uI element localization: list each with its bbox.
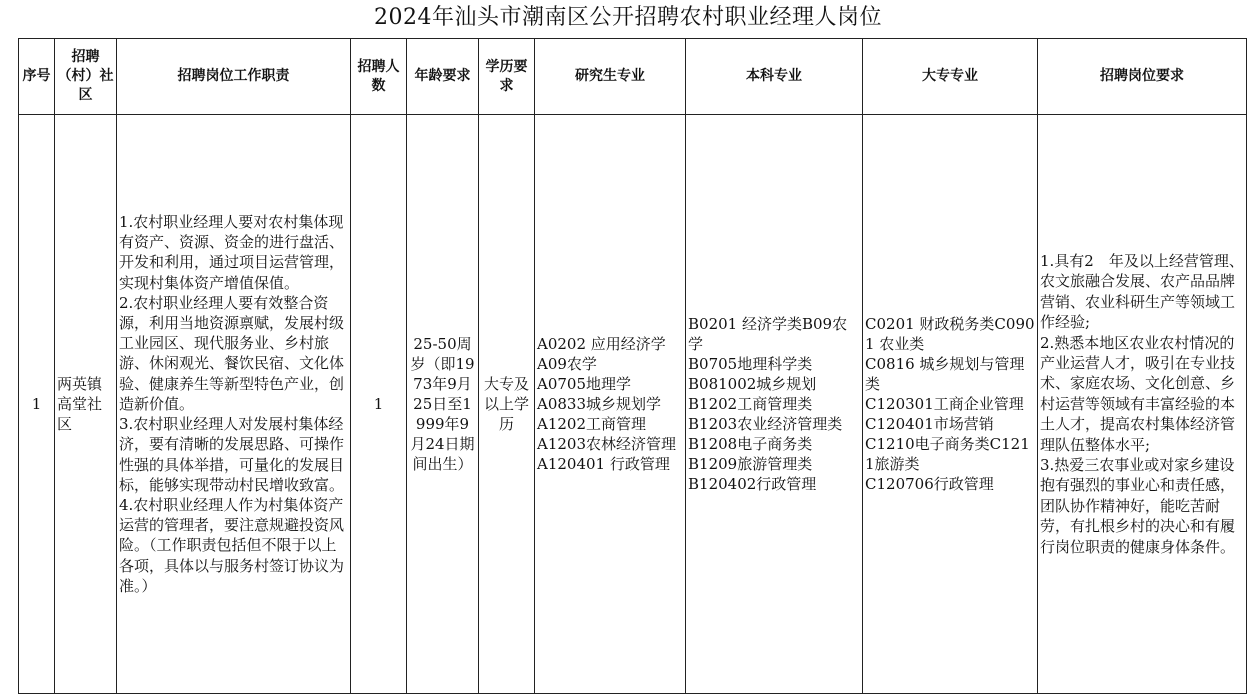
header-college-major: 大专专业 [863,39,1038,115]
cell-duties [117,115,351,694]
requirements-value: 1.具有2 年及以上经营管理、农文旅融合发展、农产品品牌营销、农业科研生产等领域工作经验; 2.熟悉本地区农业农村情况的产业运营人才，吸引在专业技术、家庭农场、文化创意、乡村运营等领域有丰富经验的本土人才，提高农村集体经济管理队伍整体水平; 3.热爱三农事业或对家乡建设抱有强烈的事业心和责任感，团队协作精神好，能吃苦耐劳，有扎根乡村的决心和有履行岗位职责的健康身体条件。 [1040,251,1244,556]
header-undergrad-major: 本科专业 [686,39,863,115]
header-community: 招聘（村）社区 [55,39,117,115]
cell-undergrad-major [686,115,863,694]
undergrad-value: B0201 经济学类B09农学 B0705地理科学类 B081002城乡规划 B1202工商管理类 B1203农业经济管理类 B1208电子商务类 B1209旅游管理类 B120402行政管理 [688,315,848,493]
header-education: 学历要求 [479,39,535,115]
table-row [19,115,1247,694]
header-count: 招聘人数 [351,39,407,115]
count-value: 1 [373,395,384,413]
cell-postgrad-major [535,115,686,694]
cell-seq [19,115,55,694]
header-postgrad-major: 研究生专业 [535,39,686,115]
education-value: 大专及以上学历 [483,375,529,433]
cell-requirements [1038,115,1247,694]
cell-age [407,115,479,694]
seq-value: 1 [31,395,42,413]
page-title: 2024年汕头市潮南区公开招聘农村职业经理人岗位 [374,5,882,30]
duties-value: 1.农村职业经理人要对农村集体现有资产、资源、资金的进行盘活、开发和利用，通过项目运营管理，实现村集体资产增值保值。 2.农村职业经理人要有效整合资源，利用当地资源禀赋，发展村级工业园区、现代服务业、乡村旅游、休闲观光、餐饮民宿、文化体验、健康养生等新型特色产业，创造新价值。 3.农村职业经理人对发展村集体经济，要有清晰的发展思路、可操作性强的具体举措，可量化的发展目标，能够实现带动村民增收致富。 4.农村职业经理人作为村集体资产运营的管理者，要注意规避投资风险。（工作职责包括但不限于以上各项，具体以与服务村签订协议为准。） [119,213,345,595]
header-requirements: 招聘岗位要求 [1038,39,1247,115]
postgrad-value: A0202 应用经济学 A09农学 A0705地理学 A0833城乡规划学 A1202工商管理 A1203农林经济管理 A120401 行政管理 [537,335,677,473]
age-value: 25-50周岁（即1973年9月25日至1999年9月24日期间出生） [410,335,475,473]
cell-count [351,115,407,694]
header-seq: 序号 [19,39,55,115]
community-value: 两英镇高堂社区 [57,375,103,433]
job-table [18,38,1247,694]
college-value: C0201 财政税务类C0901 农业类 C0816 城乡规划与管理类 C120301工商企业管理 C120401市场营销 C1210电子商务类C1211旅游类 C120706行政管理 [865,315,1035,493]
header-age: 年龄要求 [407,39,479,115]
cell-education [479,115,535,694]
header-row [19,39,1247,115]
cell-college-major [863,115,1038,694]
header-duties: 招聘岗位工作职责 [117,39,351,115]
cell-community [55,115,117,694]
